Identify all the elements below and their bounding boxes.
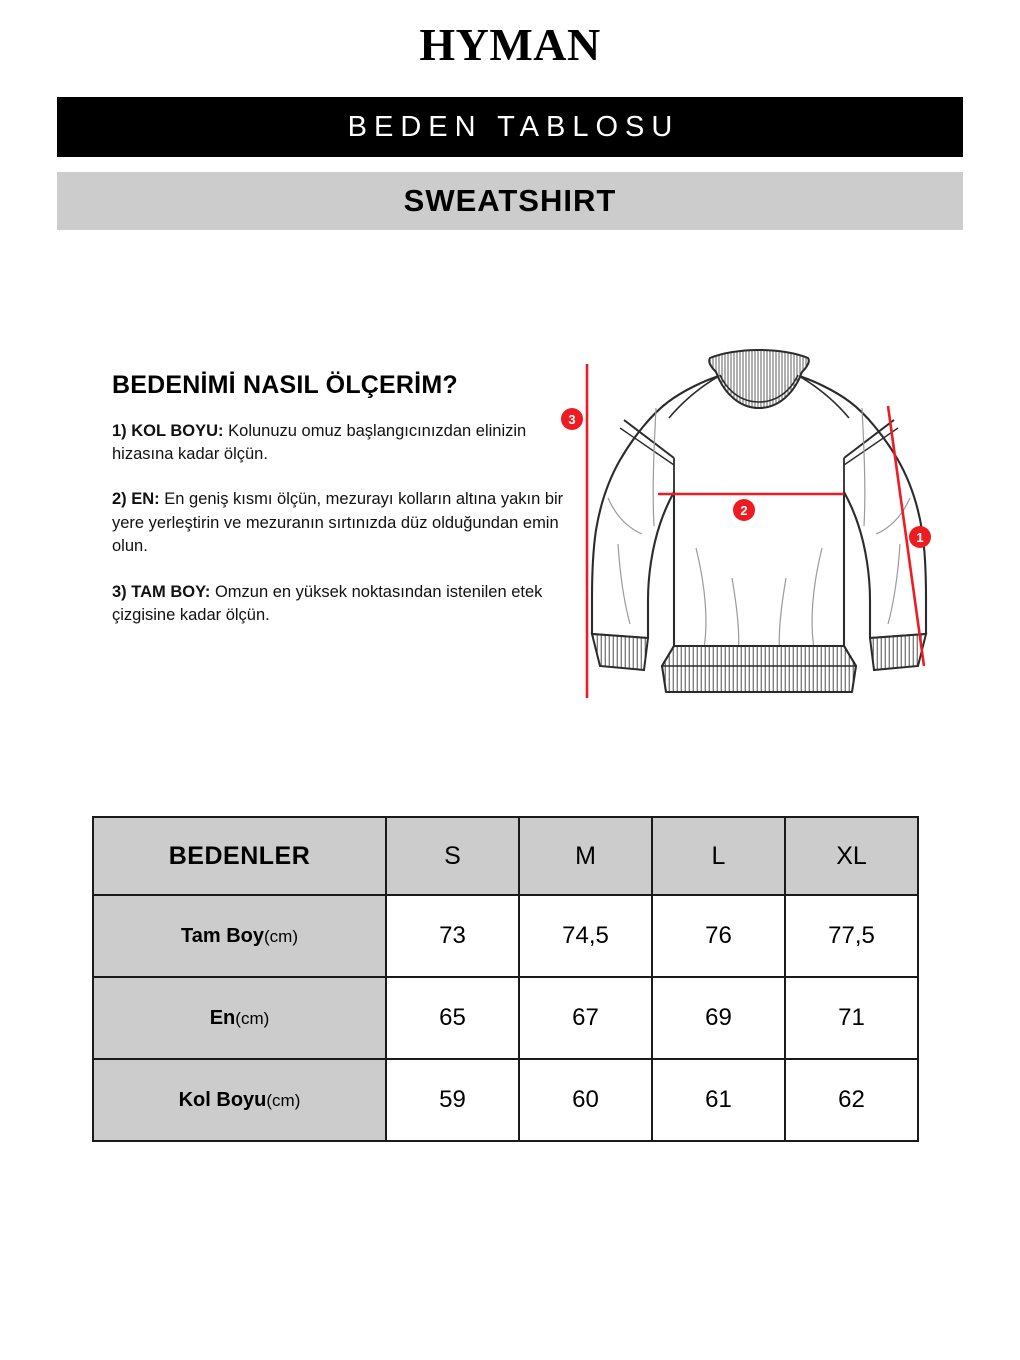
measure-badge-3: 3 [561, 408, 583, 430]
sweatshirt-technical-drawing-svg [556, 348, 960, 712]
measure-instruction-3-label: 3) TAM BOY: [112, 582, 211, 601]
beden-tablosu-banner [57, 97, 963, 157]
measure-instruction-3-text: Omzun en yüksek noktasından istenilen etek çizgisine kadar ölçün. [112, 582, 543, 625]
garment-body-group [592, 350, 926, 692]
row-label-en-text: En [209, 1006, 236, 1029]
measure-instruction-2-text: En geniş kısmı ölçün, mezurayı kolların altına yakın bir yere yerleştirin ve mezuranın sırtınızda düz olduğundan emin olun. [112, 490, 564, 556]
cell-tam-boy-m: 74,5 [519, 895, 652, 977]
table-row [93, 1059, 918, 1141]
garment-outline [592, 376, 926, 666]
product-title-banner [57, 172, 963, 230]
cell-tam-boy-s: 73 [386, 895, 519, 977]
row-unit-en: (cm) [235, 1008, 270, 1028]
measure-instruction-1 [112, 420, 574, 467]
header-bedenler: BEDENLER [93, 817, 386, 895]
cell-en-s: 65 [386, 977, 519, 1059]
measure-instruction-2 [112, 488, 574, 558]
header-size-m: M [519, 817, 652, 895]
header-size-xl: XL [785, 817, 918, 895]
cell-en-xl: 71 [785, 977, 918, 1059]
row-unit-tam-boy: (cm) [264, 926, 298, 946]
row-label-en [93, 977, 386, 1059]
measure-instruction-1-label: 1) KOL BOYU: [112, 421, 224, 440]
sweatshirt-illustration [556, 348, 960, 712]
row-unit-kol-boyu: (cm) [266, 1090, 301, 1110]
cuff-left [592, 634, 648, 670]
cell-kol-boyu-xl: 62 [785, 1059, 918, 1141]
row-label-kol-boyu [93, 1059, 386, 1141]
banner-title: BEDEN TABLOSU [347, 110, 680, 143]
size-table [92, 816, 919, 1142]
brand-logo: HYMAN [419, 19, 601, 70]
cell-en-l: 69 [652, 977, 785, 1059]
product-title: SWEATSHIRT [403, 183, 617, 218]
table-row [93, 895, 918, 977]
size-table-header-row [93, 817, 918, 895]
table-row [93, 977, 918, 1059]
header-size-s: S [386, 817, 519, 895]
cuff-right [870, 634, 926, 670]
row-label-tam-boy-text: Tam Boy [181, 924, 264, 947]
header-size-l: L [652, 817, 785, 895]
measure-instruction-2-label: 2) EN: [112, 490, 160, 509]
row-label-kol-boyu-text: Kol Boyu [178, 1088, 267, 1111]
row-label-tam-boy [93, 895, 386, 977]
measure-badge-2: 2 [733, 499, 755, 521]
cell-kol-boyu-l: 61 [652, 1059, 785, 1141]
cell-kol-boyu-s: 59 [386, 1059, 519, 1141]
how-to-measure-section [112, 372, 574, 627]
cell-kol-boyu-m: 60 [519, 1059, 652, 1141]
hem-rib [662, 646, 856, 692]
how-to-measure-heading: BEDENİMİ NASIL ÖLÇERİM? [112, 371, 458, 399]
cell-en-m: 67 [519, 977, 652, 1059]
cell-tam-boy-xl: 77,5 [785, 895, 918, 977]
cell-tam-boy-l: 76 [652, 895, 785, 977]
measure-instruction-1-text: Kolunuzu omuz başlangıcınızdan elinizin hizasına kadar ölçün. [112, 421, 527, 463]
measure-instruction-3 [112, 581, 574, 628]
measure-badge-1: 1 [909, 526, 931, 548]
